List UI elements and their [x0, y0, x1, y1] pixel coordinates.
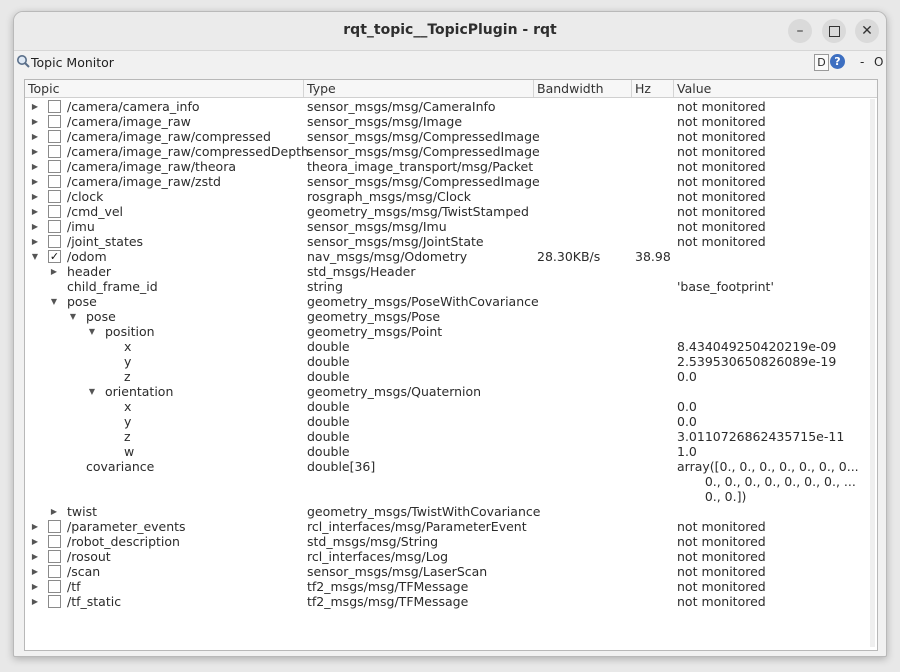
topic-hz: 38.98 [635, 249, 671, 264]
table-row[interactable] [25, 129, 865, 144]
topic-type: sensor_msgs/msg/JointState [307, 234, 484, 249]
window-title: rqt_topic__TopicPlugin - rqt [343, 22, 557, 38]
topic-type: tf2_msgs/msg/TFMessage [307, 579, 469, 594]
maximize-button[interactable] [822, 19, 846, 43]
monitor-checkbox[interactable] [48, 175, 61, 188]
topic-value: 'base_footprint' [677, 279, 774, 294]
monitor-checkbox[interactable] [48, 580, 61, 593]
topic-bandwidth: 28.30KB/s [537, 249, 601, 264]
topic-type: geometry_msgs/Quaternion [307, 384, 482, 399]
topic-name: /scan [67, 564, 101, 579]
monitor-checkbox[interactable] [48, 595, 61, 608]
monitor-checkbox[interactable] [48, 235, 61, 248]
chevron-right-icon[interactable]: ▶ [31, 537, 39, 546]
table-row[interactable] [25, 204, 865, 219]
topic-name: /camera/image_raw/compressed [67, 129, 271, 144]
chevron-right-icon[interactable]: ▶ [31, 597, 39, 606]
chevron-right-icon[interactable]: ▶ [31, 192, 39, 201]
maximize-icon [829, 26, 840, 37]
topic-name: /robot_description [67, 534, 180, 549]
topic-name: /clock [67, 189, 104, 204]
topic-type: sensor_msgs/msg/LaserScan [307, 564, 488, 579]
topic-name: z [124, 369, 131, 384]
table-row[interactable] [25, 579, 865, 594]
chevron-right-icon[interactable]: ▶ [50, 507, 58, 516]
app-window [13, 11, 887, 657]
topic-name: orientation [105, 384, 174, 399]
table-row[interactable] [25, 594, 865, 609]
chevron-right-icon[interactable]: ▶ [31, 162, 39, 171]
chevron-right-icon[interactable]: ▶ [31, 102, 39, 111]
topic-value: not monitored [677, 564, 766, 579]
topic-type: geometry_msgs/TwistWithCovariance [307, 504, 541, 519]
topic-value: 0.0 [677, 399, 697, 414]
topic-name: /camera/image_raw [67, 114, 191, 129]
monitor-checkbox[interactable] [48, 535, 61, 548]
topic-type: rosgraph_msgs/msg/Clock [307, 189, 472, 204]
monitor-checkbox[interactable] [48, 565, 61, 578]
table-row[interactable] [25, 339, 865, 354]
topic-type: sensor_msgs/msg/Image [307, 114, 463, 129]
topic-type: double [307, 399, 350, 414]
topic-value: not monitored [677, 114, 766, 129]
chevron-down-icon[interactable]: ▼ [88, 387, 96, 396]
topic-value: 0.0 [677, 369, 697, 384]
topic-value: not monitored [677, 594, 766, 609]
chevron-right-icon[interactable]: ▶ [31, 522, 39, 531]
chevron-right-icon[interactable]: ▶ [31, 237, 39, 246]
table-row[interactable] [25, 114, 865, 129]
chevron-right-icon[interactable]: ▶ [31, 177, 39, 186]
topic-type: string [307, 279, 343, 294]
topic-name: /camera/image_raw/zstd [67, 174, 221, 189]
topic-tree[interactable] [24, 79, 878, 651]
topic-type: nav_msgs/msg/Odometry [307, 249, 468, 264]
topic-value: not monitored [677, 144, 766, 159]
table-row[interactable] [25, 504, 865, 519]
table-row[interactable] [25, 189, 865, 204]
table-row[interactable] [25, 264, 865, 279]
topic-value-line: 0., 0.]) [677, 489, 747, 504]
monitor-checkbox[interactable]: ✓ [49, 250, 60, 263]
topic-type: double [307, 414, 350, 429]
monitor-checkbox[interactable] [48, 190, 61, 203]
chevron-right-icon[interactable]: ▶ [31, 582, 39, 591]
monitor-checkbox[interactable] [48, 130, 61, 143]
topic-name: y [124, 414, 132, 429]
column-header-value[interactable]: Value [677, 81, 712, 96]
table-row[interactable] [25, 519, 865, 534]
topic-type: theora_image_transport/msg/Packet [307, 159, 534, 174]
dock-button[interactable]: D [814, 54, 829, 71]
monitor-checkbox[interactable] [48, 520, 61, 533]
topic-type: geometry_msgs/Pose [307, 309, 441, 324]
table-row[interactable] [25, 309, 865, 324]
topic-value: not monitored [677, 174, 766, 189]
topic-name: x [124, 399, 132, 414]
topic-type: std_msgs/msg/String [307, 534, 439, 549]
table-row[interactable] [25, 354, 865, 369]
table-row[interactable] [25, 219, 865, 234]
monitor-checkbox[interactable] [48, 220, 61, 233]
column-header-hz[interactable]: Hz [632, 80, 674, 97]
monitor-checkbox[interactable] [48, 160, 61, 173]
chevron-right-icon[interactable]: ▶ [31, 567, 39, 576]
topic-type: rcl_interfaces/msg/ParameterEvent [307, 519, 527, 534]
close-plugin-button[interactable]: O [874, 55, 884, 69]
chevron-right-icon[interactable]: ▶ [50, 267, 58, 276]
table-row[interactable] [25, 249, 865, 264]
topic-value: 1.0 [677, 444, 697, 459]
table-row[interactable] [25, 444, 865, 459]
topic-value-line: 0., 0., 0., 0., 0., 0., 0., ... [677, 474, 856, 489]
topic-name: x [124, 339, 132, 354]
monitor-checkbox[interactable] [48, 100, 61, 113]
chevron-right-icon[interactable]: ▶ [31, 552, 39, 561]
topic-value: not monitored [677, 579, 766, 594]
table-row[interactable] [25, 144, 865, 159]
tree-header [25, 80, 877, 98]
table-row[interactable] [25, 534, 865, 549]
table-row[interactable] [25, 549, 865, 564]
table-row[interactable] [25, 324, 865, 339]
table-row[interactable] [25, 174, 865, 189]
plugin-title: Topic Monitor [31, 55, 114, 70]
topic-name: /imu [67, 219, 95, 234]
table-row[interactable] [25, 99, 865, 114]
topic-type: double [307, 354, 350, 369]
topic-value: 0.0 [677, 414, 697, 429]
table-row[interactable] [25, 399, 865, 414]
topic-type: sensor_msgs/msg/CompressedImage [307, 174, 540, 189]
minimize-button[interactable]: – [788, 19, 812, 43]
table-row[interactable] [25, 564, 865, 579]
topic-name: /joint_states [67, 234, 144, 249]
topic-name: /camera/image_raw/theora [67, 159, 237, 174]
topic-name: child_frame_id [67, 279, 158, 294]
topic-type: tf2_msgs/msg/TFMessage [307, 594, 469, 609]
topic-type: double [307, 369, 350, 384]
close-button[interactable]: ✕ [855, 19, 879, 43]
topic-value: 8.434049250420219e-09 [677, 339, 837, 354]
topic-name: pose [67, 294, 97, 309]
topic-value: 3.0110726862435715e-11 [677, 429, 845, 444]
topic-type: double [307, 429, 350, 444]
topic-name: pose [86, 309, 116, 324]
topic-type: geometry_msgs/PoseWithCovariance [307, 294, 539, 309]
table-row[interactable] [25, 279, 865, 294]
topic-type: geometry_msgs/Point [307, 324, 443, 339]
topic-value: not monitored [677, 549, 766, 564]
chevron-down-icon[interactable]: ▼ [31, 252, 39, 261]
topic-value: not monitored [677, 99, 766, 114]
topic-type: sensor_msgs/msg/CompressedImage [307, 144, 540, 159]
topic-type: double[36] [307, 459, 376, 474]
topic-type: sensor_msgs/msg/CompressedImage [307, 129, 540, 144]
topic-type: rcl_interfaces/msg/Log [307, 549, 449, 564]
topic-name: /cmd_vel [67, 204, 124, 219]
topic-value: not monitored [677, 159, 766, 174]
topic-name: z [124, 429, 131, 444]
topic-name: position [105, 324, 155, 339]
chevron-down-icon[interactable]: ▼ [88, 327, 96, 336]
topic-name: /odom [67, 249, 107, 264]
monitor-checkbox[interactable] [48, 205, 61, 218]
monitor-checkbox[interactable] [48, 115, 61, 128]
topic-value: not monitored [677, 519, 766, 534]
topic-value: not monitored [677, 234, 766, 249]
table-row[interactable] [25, 459, 865, 504]
vertical-scrollbar[interactable] [870, 99, 875, 647]
chevron-down-icon[interactable]: ▼ [50, 297, 58, 306]
topic-type: double [307, 339, 350, 354]
column-header-type[interactable]: Type [304, 80, 534, 97]
help-button[interactable]: ? [830, 54, 845, 69]
topic-name: /camera/camera_info [67, 99, 200, 114]
plugin-toolbar [14, 51, 886, 75]
topic-name: /rosout [67, 549, 111, 564]
column-header-topic[interactable]: Topic [25, 80, 304, 97]
topic-type: sensor_msgs/msg/CameraInfo [307, 99, 496, 114]
topic-name: header [67, 264, 112, 279]
monitor-checkbox[interactable] [48, 145, 61, 158]
topic-name: twist [67, 504, 98, 519]
minimize-plugin-button[interactable]: - [860, 55, 865, 69]
topic-type: geometry_msgs/msg/TwistStamped [307, 204, 529, 219]
topic-name: /tf_static [67, 594, 122, 609]
chevron-right-icon[interactable]: ▶ [31, 117, 39, 126]
chevron-right-icon[interactable]: ▶ [31, 207, 39, 216]
topic-name: covariance [86, 459, 155, 474]
topic-value: not monitored [677, 219, 766, 234]
chevron-right-icon[interactable]: ▶ [31, 222, 39, 231]
topic-name: /tf [67, 579, 81, 594]
topic-type: std_msgs/Header [307, 264, 416, 279]
topic-value: not monitored [677, 204, 766, 219]
topic-value: 2.539530650826089e-19 [677, 354, 837, 369]
chevron-right-icon[interactable]: ▶ [31, 147, 39, 156]
table-row[interactable] [25, 294, 865, 309]
title-bar[interactable] [14, 12, 886, 51]
column-header-bandwidth[interactable]: Bandwidth [534, 80, 632, 97]
chevron-right-icon[interactable]: ▶ [31, 132, 39, 141]
table-row[interactable] [25, 429, 865, 444]
monitor-checkbox[interactable] [48, 550, 61, 563]
table-row[interactable] [25, 384, 865, 399]
table-row[interactable] [25, 414, 865, 429]
table-row[interactable] [25, 369, 865, 384]
topic-value-line: array([0., 0., 0., 0., 0., 0., 0... [677, 459, 859, 474]
table-row[interactable] [25, 159, 865, 174]
magnifier-icon [16, 54, 30, 68]
topic-type: sensor_msgs/msg/Imu [307, 219, 447, 234]
topic-value: not monitored [677, 129, 766, 144]
chevron-down-icon[interactable]: ▼ [69, 312, 77, 321]
topic-value: not monitored [677, 189, 766, 204]
topic-name: w [124, 444, 135, 459]
topic-type: double [307, 444, 350, 459]
topic-name: y [124, 354, 132, 369]
table-row[interactable] [25, 234, 865, 249]
topic-value: not monitored [677, 534, 766, 549]
topic-name: /camera/image_raw/compressedDepth [67, 144, 309, 159]
topic-name: /parameter_events [67, 519, 186, 534]
